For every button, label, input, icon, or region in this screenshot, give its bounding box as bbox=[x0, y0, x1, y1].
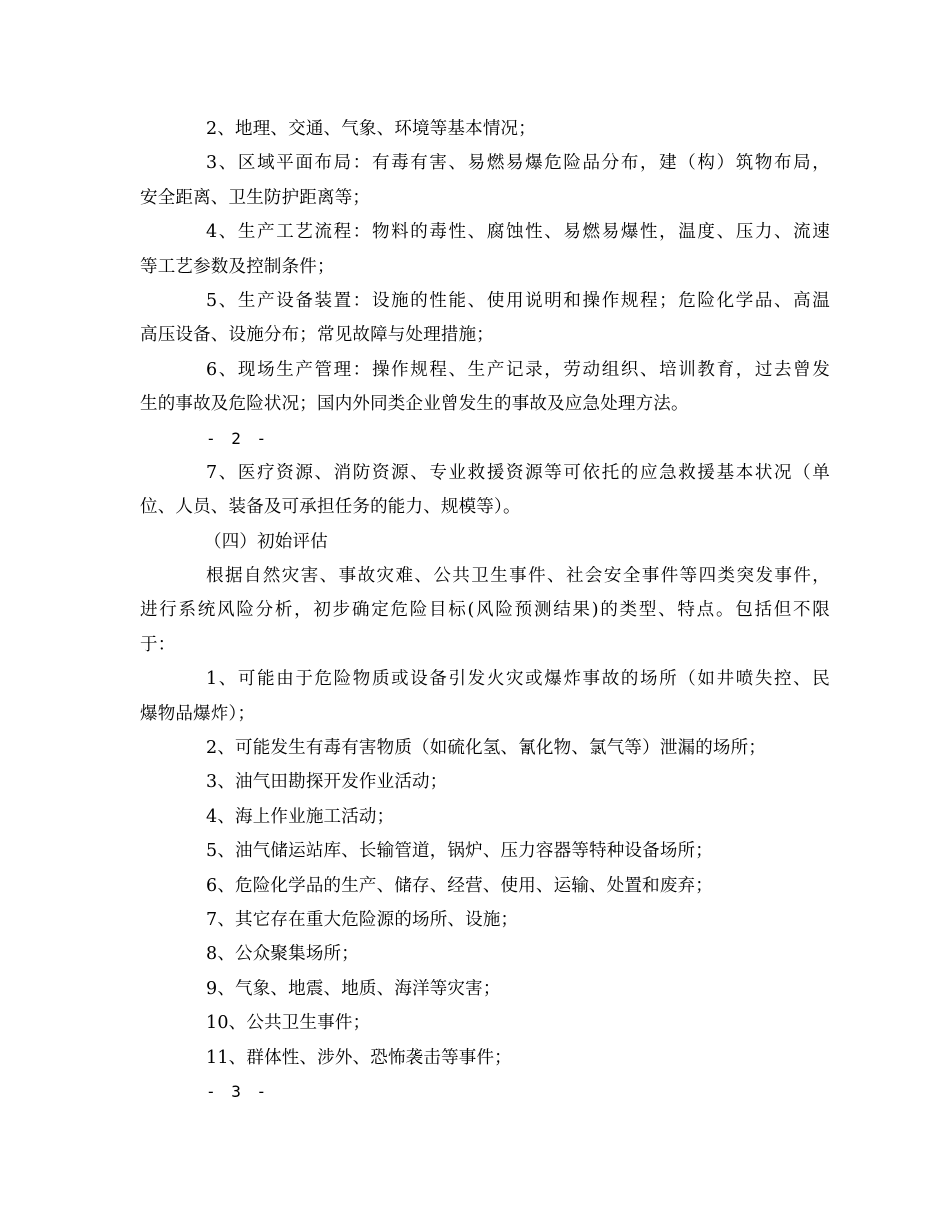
text-line: 2、可能发生有毒有害物质（如硫化氢、氰化物、氯气等）泄漏的场所； bbox=[206, 738, 767, 759]
section-heading: （四）初始评估 bbox=[204, 531, 328, 552]
text-line-justified: 4、生产工艺流程：物料的毒性、腐蚀性、易燃易爆性，温度、压力、流速 bbox=[206, 222, 830, 243]
text-line: 等工艺参数及控制条件； bbox=[140, 256, 335, 277]
text-line bbox=[140, 215, 830, 249]
text-line: 位、人员、装备及可承担任务的能力、规模等）。 bbox=[140, 497, 521, 518]
page-number: - 3 - bbox=[206, 1081, 270, 1101]
text-line: 8、公众聚集场所； bbox=[206, 944, 359, 965]
text-line: 安全距离、卫生防护距离等； bbox=[140, 187, 371, 208]
text-line-justified: 5、生产设备装置：设施的性能、使用说明和操作规程；危险化学品、高温 bbox=[206, 290, 830, 311]
text-line-justified: 6、现场生产管理：操作规程、生产记录，劳动组织、培训教育，过去曾发 bbox=[206, 359, 830, 380]
text-line-justified: 进行系统风险分析，初步确定危险目标(风险预测结果)的类型、特点。包括但不限 bbox=[140, 600, 830, 621]
document-body bbox=[140, 112, 830, 1109]
text-line bbox=[140, 593, 830, 627]
text-line bbox=[140, 559, 830, 593]
text-line bbox=[140, 353, 830, 387]
text-line bbox=[140, 662, 830, 696]
text-line: 11、群体性、涉外、恐怖袭击等事件； bbox=[206, 1047, 512, 1068]
text-line: 爆物品爆炸）； bbox=[140, 703, 256, 724]
text-line: 3、油气田勘探开发作业活动； bbox=[206, 772, 448, 793]
text-line-justified: 根据自然灾害、事故灾难、公共卫生事件、社会安全事件等四类突发事件， bbox=[206, 566, 830, 587]
text-line: 2、地理、交通、气象、环境等基本情况； bbox=[206, 119, 536, 139]
text-line-justified: 7、医疗资源、消防资源、专业救援资源等可依托的应急救援基本状况（单 bbox=[206, 462, 830, 483]
text-line: 5、油气储运站库、长输管道，锅炉、压力容器等特种设备场所； bbox=[206, 841, 713, 862]
text-line bbox=[140, 146, 830, 180]
text-line: 6、危险化学品的生产、储存、经营、使用、运输、处置和废弃； bbox=[206, 875, 713, 896]
text-line: 9、气象、地震、地质、海洋等灾害； bbox=[206, 978, 501, 999]
text-line bbox=[140, 284, 830, 318]
text-line-justified: 1、可能由于危险物质或设备引发火灾或爆炸事故的场所（如井喷失控、民 bbox=[206, 669, 830, 690]
text-line: 于： bbox=[140, 634, 176, 655]
text-line bbox=[140, 456, 830, 490]
page-number: - 2 - bbox=[206, 428, 270, 448]
text-line: 7、其它存在重大危险源的场所、设施； bbox=[206, 909, 519, 930]
text-line-justified: 3、区域平面布局：有毒有害、易燃易爆危险品分布，建（构）筑物布局， bbox=[206, 153, 830, 174]
text-line: 生的事故及危险状况；国内外同类企业曾发生的事故及应急处理方法。 bbox=[140, 394, 689, 415]
text-line: 10、公共卫生事件； bbox=[206, 1013, 371, 1034]
text-line: 高压设备、设施分布；常见故障与处理措施； bbox=[140, 325, 494, 346]
text-line: 4、海上作业施工活动； bbox=[206, 806, 395, 827]
